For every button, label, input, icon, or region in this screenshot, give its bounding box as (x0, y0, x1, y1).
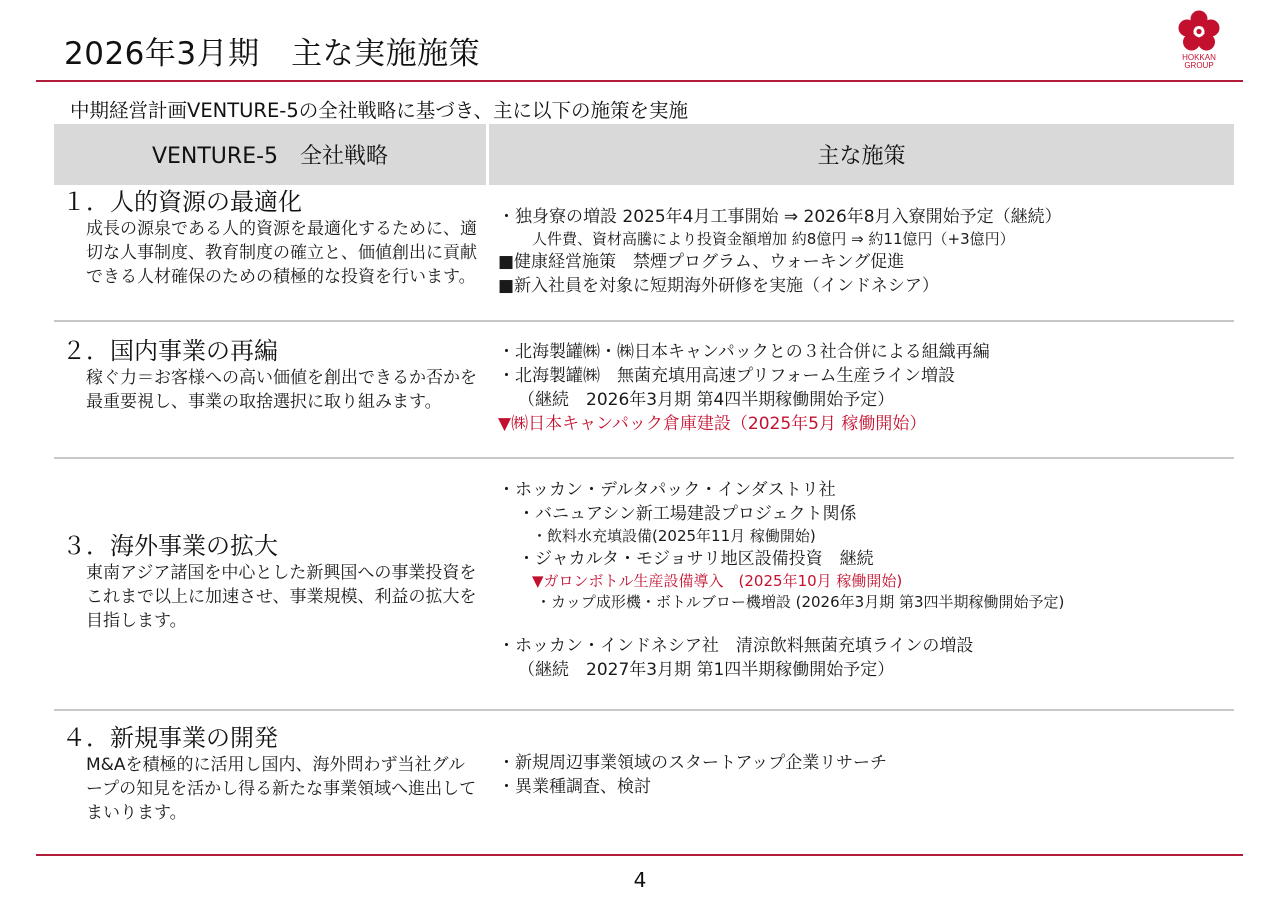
measure-item: （継続 2027年3月期 第1四半期稼働開始予定） (518, 660, 895, 680)
header-divider (36, 80, 1243, 82)
measure-item: ・飲料水充填設備(2025年11月 稼働開始) (532, 527, 816, 545)
strategy-cell-3 (62, 531, 482, 633)
logo-text-group: GROUP (1184, 61, 1214, 70)
strategy-title: ３．海外事業の拡大 (62, 532, 278, 560)
measures-cell-2 (498, 340, 1233, 436)
measures-cell-3 (498, 478, 1233, 682)
measure-item: ・異業種調査、検討 (498, 777, 651, 797)
row-divider (54, 320, 1234, 322)
strategy-cell-2 (62, 336, 482, 414)
hokkan-group-logo (1176, 10, 1222, 72)
measure-item: ・ホッカン・インドネシア社 清涼飲料無菌充填ラインの増設 (498, 636, 974, 656)
measure-item: （継続 2026年3月期 第4四半期稼働開始予定） (518, 390, 895, 410)
strategy-description: 稼ぐ力＝お客様への高い価値を創出できるか否かを最重要視し、事業の取捨選択に取り組みます。 (86, 368, 477, 412)
flower-logo-icon (1176, 10, 1222, 54)
strategy-title: ４．新規事業の開発 (62, 724, 278, 752)
footer-divider (36, 854, 1243, 856)
measure-item: 人件費、資材高騰により投資金額増加 約8億円 ⇒ 約11億円（+3億円） (532, 230, 1015, 248)
measure-item: ・新規周辺事業領域のスタートアップ企業リサーチ (498, 753, 887, 773)
strategy-title: ２．国内事業の再編 (62, 337, 278, 365)
measure-item: ■健康経営施策 禁煙プログラム、ウォーキング促進 (498, 252, 905, 272)
page-title: 2026年3月期 主な実施施策 (64, 36, 481, 72)
measure-item-highlight: ▼ガロンボトル生産設備導入 (2025年10月 稼働開始) (532, 572, 903, 590)
page-number: 4 (633, 868, 647, 892)
column-header-measures: 主な施策 (489, 124, 1234, 185)
row-divider (54, 709, 1234, 711)
strategy-cell-4 (62, 723, 482, 825)
strategy-cell-1 (62, 187, 482, 289)
strategy-description: 成長の源泉である人的資源を最適化するために、適切な人事制度、教育制度の確立と、価値創出に貢献できる人材確保のための積極的な投資を行います。 (86, 219, 477, 287)
measure-item: ■新入社員を対象に短期海外研修を実施（インドネシア） (498, 276, 939, 296)
measure-item: ・ジャカルタ・モジョサリ地区設備投資 継続 (518, 549, 874, 569)
strategy-description: 東南アジア諸国を中心とした新興国への事業投資をこれまで以上に加速させ、事業規模、利益の拡大を目指します。 (86, 563, 477, 631)
measures-cell-1 (498, 205, 1233, 298)
measures-cell-4 (498, 751, 1233, 799)
measure-item-highlight: ▼㈱日本キャンパック倉庫建設（2025年5月 稼働開始） (498, 414, 927, 434)
measure-item: ・北海製罐㈱・㈱日本キャンパックとの３社合併による組織再編 (498, 342, 990, 362)
row-divider (54, 457, 1234, 459)
strategy-title: １．人的資源の最適化 (62, 188, 302, 216)
measure-item: ・カップ成形機・ボトルブロー機増設 (2026年3月期 第3四半期稼働開始予定) (536, 593, 1065, 611)
column-header-strategy: VENTURE-5 全社戦略 (54, 124, 486, 185)
measure-item: ・バニュアシン新工場建設プロジェクト関係 (518, 504, 857, 524)
subtitle: 中期経営計画VENTURE-5の全社戦略に基づき、主に以下の施策を実施 (70, 99, 688, 122)
strategy-description: M&Aを積極的に活用し国内、海外問わず当社グループの知見を活かし得る新たな事業領域へ進出してまいります。 (86, 755, 477, 823)
measure-item: ・北海製罐㈱ 無菌充填用高速プリフォーム生産ライン増設 (498, 366, 955, 386)
measure-item: ・ホッカン・デルタパック・インダストリ社 (498, 480, 836, 500)
logo-text-hokkan: HOKKAN (1182, 53, 1216, 62)
measure-item: ・独身寮の増設 2025年4月工事開始 ⇒ 2026年8月入寮開始予定（継続） (498, 207, 1062, 227)
